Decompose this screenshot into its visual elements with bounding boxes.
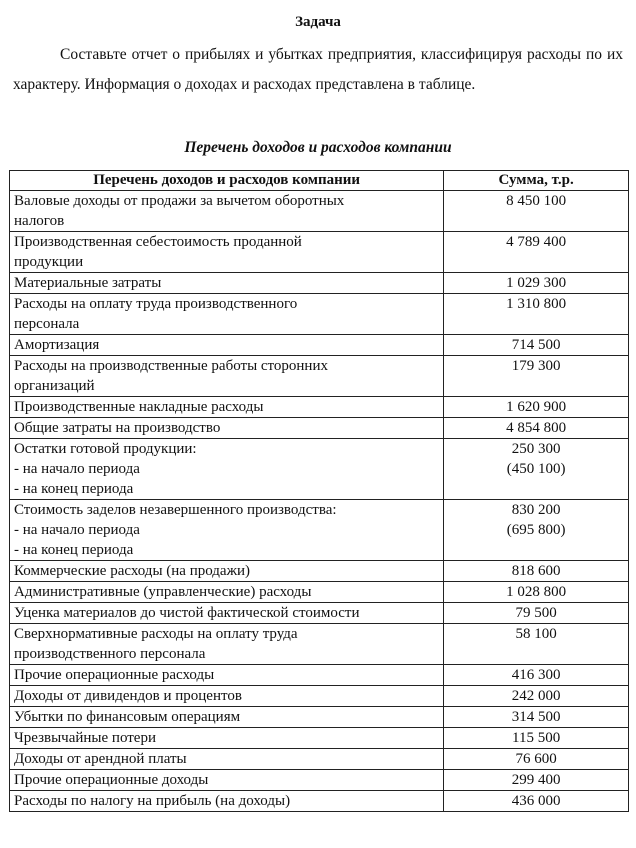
item-name-line: Прочие операционные доходы [14,772,209,788]
table-row [10,439,629,500]
item-name-cell [10,603,444,624]
item-name-cell [10,294,444,335]
item-name-line: налогов [14,213,65,229]
table-row [10,707,629,728]
item-name-cell [10,582,444,603]
item-name-cell [10,191,444,232]
item-name-line: Валовые доходы от продажи за вычетом оборотных [14,193,345,209]
item-sum-value: 4 789 400 [506,234,567,250]
item-sum-cell [444,356,629,397]
item-name-cell [10,791,444,812]
item-name-cell [10,439,444,500]
item-name-line: - на конец периода [14,542,134,558]
table-row [10,770,629,791]
item-name-cell [10,397,444,418]
item-sum-cell [444,335,629,356]
item-name-line: Производственные накладные расходы [14,399,264,415]
item-sum-value: 8 450 100 [506,193,567,209]
item-sum-value: 1 028 800 [506,584,567,600]
item-name-line: Расходы на оплату труда производственного [14,296,298,312]
item-name-line: Общие затраты на производство [14,420,221,436]
table-row [10,791,629,812]
item-sum-cell [444,273,629,294]
item-sum-cell [444,191,629,232]
item-name-cell [10,665,444,686]
item-sum-value: 4 854 800 [506,420,567,436]
item-name-cell [10,500,444,561]
item-sum-cell [444,232,629,273]
column-header-sum: Сумма, т.р. [444,171,629,191]
item-sum-value: 58 100 [515,626,557,642]
item-sum-cell [444,728,629,749]
table-row [10,624,629,665]
item-name-line: Прочие операционные расходы [14,667,215,683]
item-sum-cell [444,603,629,624]
table-caption: Перечень доходов и расходов компании [184,139,452,156]
item-sum-value: 79 500 [515,605,557,621]
item-sum-value: 250 300 [511,441,561,457]
table-row [10,273,629,294]
item-sum-cell [444,294,629,335]
item-name-line: Остатки готовой продукции: [14,441,197,457]
table-row [10,686,629,707]
item-sum-cell [444,500,629,561]
table-row [10,561,629,582]
table-row [10,603,629,624]
item-sum-cell [444,665,629,686]
item-sum-value: 179 300 [511,358,561,374]
item-name-line: организаций [14,378,95,394]
item-name-line: Расходы по налогу на прибыль (на доходы) [14,793,291,809]
table-row [10,294,629,335]
item-name-line: Чрезвычайные потери [14,730,156,746]
item-name-line: Материальные затраты [14,275,162,291]
item-name-line: Стоимость заделов незавершенного производства: [14,502,337,518]
item-sum-value: 115 500 [512,730,561,746]
item-sum-cell [444,397,629,418]
table-body [10,191,629,812]
item-name-line: Коммерческие расходы (на продажи) [14,563,250,579]
item-name-cell [10,335,444,356]
item-name-cell [10,707,444,728]
item-name-line: Убытки по финансовым операциям [14,709,241,725]
item-name-line: - на начало периода [14,522,140,538]
item-sum-cell [444,582,629,603]
item-sum-cell [444,418,629,439]
item-name-cell [10,770,444,791]
table-row [10,191,629,232]
item-name-line: Расходы на производственные работы сторонних [14,358,328,374]
table-row [10,500,629,561]
task-title: Задача [295,14,341,30]
table-row [10,665,629,686]
item-sum-cell [444,686,629,707]
item-name-line: производственного персонала [14,646,206,662]
item-sum-cell [444,770,629,791]
item-name-line: Доходы от арендной платы [14,751,187,767]
item-name-line: Сверхнормативные расходы на оплату труда [14,626,298,642]
table-row [10,397,629,418]
table-row [10,728,629,749]
item-sum-value: 714 500 [511,337,561,353]
income-expense-table [9,170,629,812]
item-sum-cell [444,791,629,812]
item-name-cell [10,686,444,707]
column-header-name: Перечень доходов и расходов компании [10,171,444,191]
item-sum-value: (695 800) [506,522,566,538]
item-name-cell [10,356,444,397]
item-sum-value: 314 500 [511,709,561,725]
task-text: Составьте отчет о прибылях и убытках предприятия, классифицируя расходы по их характеру. Информация о доходах и расходах представлена в таблице. [13,46,623,93]
item-sum-cell [444,707,629,728]
item-name-cell [10,749,444,770]
item-sum-cell [444,624,629,665]
table-row [10,749,629,770]
item-name-cell [10,273,444,294]
item-sum-value: 242 000 [511,688,561,704]
item-name-cell [10,561,444,582]
item-name-line: Амортизация [14,337,100,353]
item-name-line: - на конец периода [14,481,134,497]
item-name-line: персонала [14,316,80,332]
item-sum-value: (450 100) [506,461,566,477]
item-sum-value: 1 620 900 [506,399,567,415]
table-row [10,356,629,397]
item-name-line: Производственная себестоимость проданной [14,234,302,250]
item-name-line: - на начало периода [14,461,140,477]
item-sum-value: 1 310 800 [506,296,567,312]
table-header-row [10,171,629,191]
item-name-line: продукции [14,254,84,270]
table-row [10,582,629,603]
item-sum-value: 830 200 [511,502,561,518]
item-sum-value: 299 400 [511,772,561,788]
item-sum-value: 1 029 300 [506,275,567,291]
item-sum-value: 436 000 [511,793,561,809]
item-sum-cell [444,561,629,582]
item-sum-value: 416 300 [511,667,561,683]
item-sum-value: 76 600 [515,751,557,767]
item-name-cell [10,728,444,749]
item-name-cell [10,624,444,665]
item-name-line: Административные (управленческие) расходы [14,584,312,600]
item-name-line: Доходы от дивидендов и процентов [14,688,242,704]
item-sum-cell [444,749,629,770]
item-sum-cell [444,439,629,500]
table-row [10,418,629,439]
table-row [10,335,629,356]
item-name-cell [10,232,444,273]
item-name-cell [10,418,444,439]
table-row [10,232,629,273]
item-name-line: Уценка материалов до чистой фактической стоимости [14,605,360,621]
item-sum-value: 818 600 [511,563,561,579]
